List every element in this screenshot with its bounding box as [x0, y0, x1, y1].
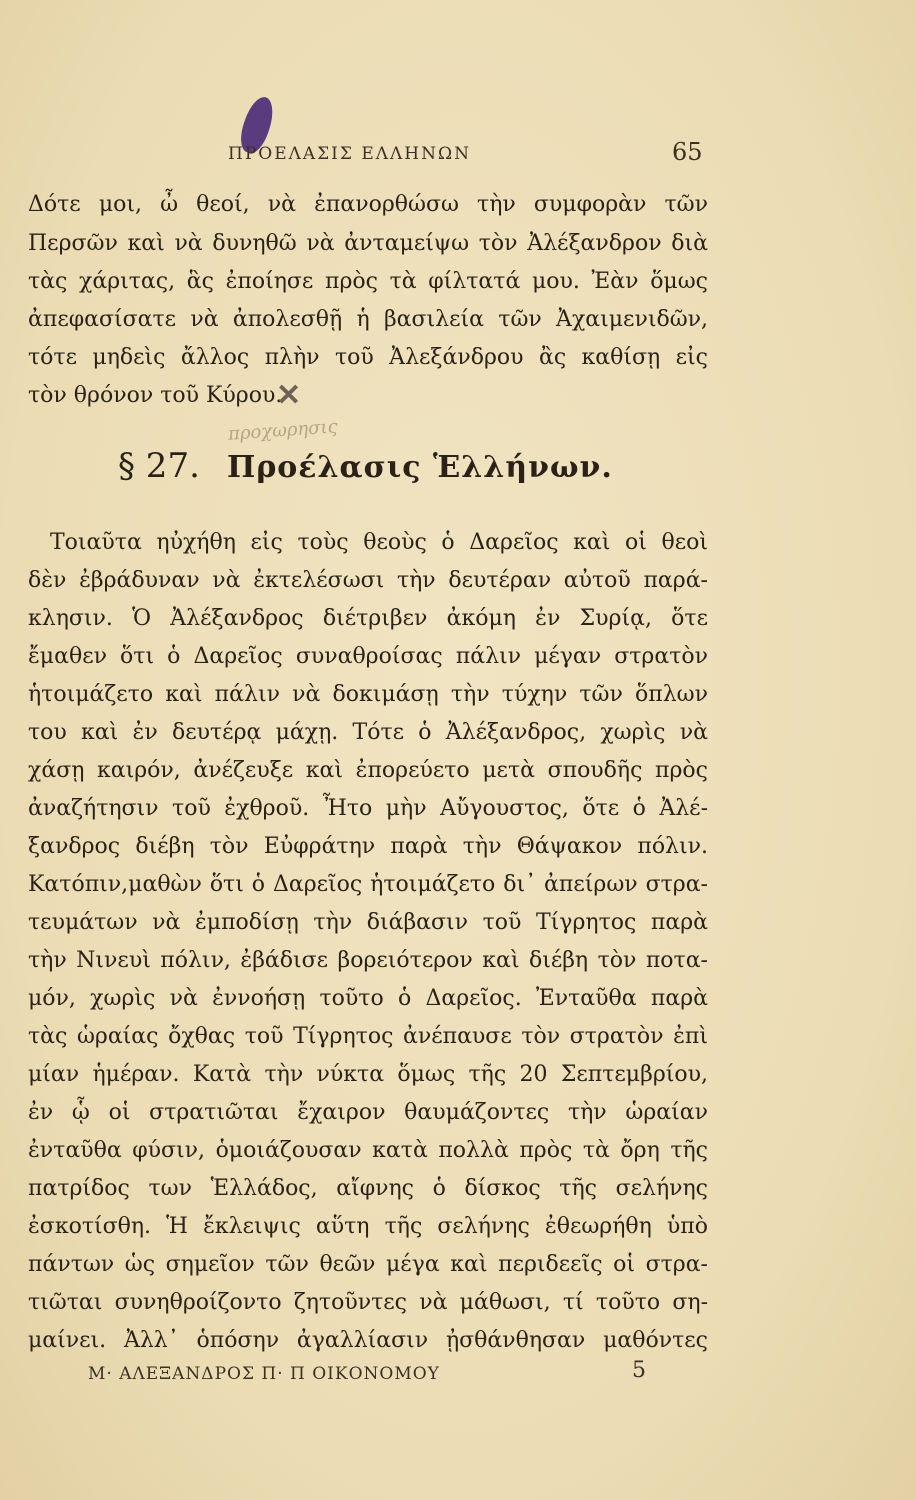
text-line: ἐσκοτίσθη. Ἡ ἔκλειψις αὕτη τῆς σελήνης ἐθεωρήθη ὑπὸ — [28, 1214, 708, 1239]
text-line: δὲν ἐβράδυναν νὰ ἐκτελέσωσι τὴν δευτέραν αὐτοῦ παρά- — [28, 568, 708, 593]
text-line: ἔμαθεν ὅτι ὁ Δαρεῖος συναθροίσας πάλιν μέγαν στρατὸν — [28, 644, 708, 669]
text-line: τὰς χάριτας, ἃς ἐποίησε πρὸς τὰ φίλτατά μου. Ἐὰν ὅμως — [28, 269, 708, 294]
section-title: Προέλασις Ἑλλήνων. — [226, 450, 613, 485]
pencil-annotation: προχωρησις — [227, 416, 339, 445]
text-line: τευμάτων νὰ ἐμποδίσῃ τὴν διάβασιν τοῦ Τίγρητος παρὰ — [28, 910, 708, 935]
text-line: πατρίδος των Ἑλλάδος, αἴφνης ὁ δίσκος τῆς σελήνης — [28, 1176, 708, 1201]
text-line: πάντων ὡς σημεῖον τῶν θεῶν μέγα καὶ περιδεεῖς οἱ στρα- — [28, 1252, 708, 1277]
text-line: ἀναζήτησιν τοῦ ἐχθροῦ. Ἦτο μὴν Αὔγουστος, ὅτε ὁ Ἀλέ- — [28, 796, 708, 821]
signature-number: 5 — [632, 1358, 646, 1383]
pencil-cross-mark: ✕ — [276, 378, 302, 413]
text-line: τιῶται συνηθροίζοντο ζητοῦντες νὰ μάθωσι, τί τοῦτο ση- — [28, 1290, 708, 1315]
section-number: § 27. — [118, 446, 200, 486]
text-line: ἡτοιμάζετο καὶ πάλιν νὰ δοκιμάσῃ τὴν τύχην τῶν ὅπλων — [28, 682, 708, 707]
page-header — [0, 138, 916, 168]
text-line: τὴν Νινευὶ πόλιν, ἐβάδισε βορειότερον καὶ διέβη τὸν ποτα- — [28, 948, 708, 973]
text-line: ξανδρος διέβη τὸν Εὐφράτην παρὰ τὴν Θάψακον πόλιν. — [28, 834, 708, 859]
text-line: Περσῶν καὶ νὰ δυνηθῶ νὰ ἀνταμείψω τὸν Ἀλέξανδρον διὰ — [28, 231, 708, 256]
text-line: ἐνταῦθα φύσιν, ὁμοιάζουσαν κατὰ πολλὰ πρὸς τὰ ὄρη τῆς — [28, 1138, 708, 1163]
text-line: μαίνει. Ἀλλ᾽ ὁπόσην ἀγαλλίασιν ᾐσθάνθησαν μαθόντες — [28, 1328, 708, 1353]
text-line: Τοιαῦτα ηὐχήθη εἰς τοὺς θεοὺς ὁ Δαρεῖος καὶ οἱ θεοὶ — [50, 530, 708, 555]
section-heading — [118, 446, 718, 496]
text-line: κλησιν. Ὁ Ἀλέξανδρος διέτριβεν ἀκόμη ἐν Συρίᾳ, ὅτε — [28, 606, 708, 631]
text-line: Κατόπιν,μαθὼν ὅτι ὁ Δαρεῖος ἡτοιμάζετο δι᾽ ἀπείρων στρα- — [28, 872, 708, 897]
text-line: μόν, χωρὶς νὰ ἐννοήσῃ τοῦτο ὁ Δαρεῖος. Ἐνταῦθα παρὰ — [28, 986, 708, 1011]
text-line: μίαν ἡμέραν. Κατὰ τὴν νύκτα ὅμως τῆς 20 Σεπτεμβρίου, — [28, 1062, 708, 1087]
text-line: ἐν ᾧ οἱ στρατιῶται ἔχαιρον θαυμάζοντες τὴν ὡραίαν — [28, 1100, 708, 1125]
text-line: χάσῃ καιρόν, ἀνέζευξε καὶ ἐπορεύετο μετὰ σπουδῆς πρὸς — [28, 758, 708, 783]
text-line: τὰς ὡραίας ὄχθας τοῦ Τίγρητος ἀνέπαυσε τὸν στρατὸν ἐπὶ — [28, 1024, 708, 1049]
running-head: ΠΡΟΕΛΑΣΙΣ ΕΛΛΗΝΩΝ — [228, 144, 471, 164]
text-line: του καὶ ἐν δευτέρᾳ μάχῃ. Τότε ὁ Ἀλέξανδρος, χωρὶς νὰ — [28, 720, 708, 745]
printer-signature: Μ· ΑΛΕΞΑΝΔΡΟΣ Π· Π ΟΙΚΟΝΟΜΟΥ — [88, 1364, 440, 1384]
text-line: τότε μηδεὶς ἄλλος πλὴν τοῦ Ἀλεξάνδρου ἂς καθίσῃ εἰς — [28, 345, 708, 370]
page-number: 65 — [672, 138, 703, 166]
text-line: ἀπεφασίσατε νὰ ἀπολεσθῇ ἡ βασιλεία τῶν Ἀχαιμενιδῶν, — [28, 307, 708, 332]
text-line: τὸν θρόνον τοῦ Κύρου. — [28, 383, 283, 408]
text-line: Δότε μοι, ὦ θεοί, νὰ ἐπανορθώσω τὴν συμφορὰν τῶν — [28, 192, 708, 217]
